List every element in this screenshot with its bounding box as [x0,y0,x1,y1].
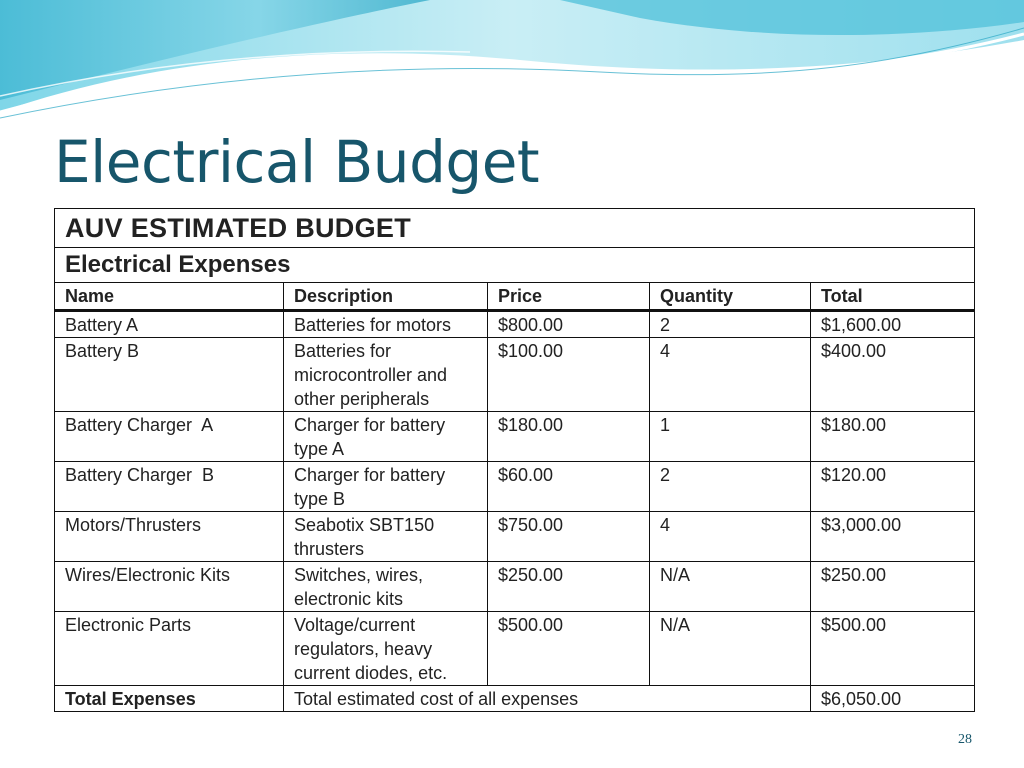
column-header-total: Total [811,283,975,311]
page-number: 28 [958,732,972,747]
item-description: Charger for battery type A [284,412,488,462]
item-total: $1,600.00 [811,311,975,338]
table-row [55,612,975,686]
item-total: $180.00 [811,412,975,462]
item-price: $800.00 [488,311,650,338]
item-description: Voltage/current regulators, heavy current diodes, etc. [284,612,488,686]
item-price: $750.00 [488,512,650,562]
item-name: Battery A [55,311,284,338]
column-header-price: Price [488,283,650,311]
table-row [55,311,975,338]
item-name: Electronic Parts [55,612,284,686]
item-price: $100.00 [488,338,650,412]
item-description: Seabotix SBT150 thrusters [284,512,488,562]
table-row [55,512,975,562]
table-row [55,338,975,412]
item-description: Batteries for microcontroller and other peripherals [284,338,488,412]
total-expenses-label: Total Expenses [55,686,284,712]
budget-subheading: Electrical Expenses [55,248,975,283]
item-quantity: 4 [650,338,811,412]
item-name: Battery B [55,338,284,412]
item-total: $3,000.00 [811,512,975,562]
item-description: Switches, wires, electronic kits [284,562,488,612]
item-price: $60.00 [488,462,650,512]
budget-subheading-row [55,248,975,283]
item-total: $500.00 [811,612,975,686]
item-price: $250.00 [488,562,650,612]
item-name: Motors/Thrusters [55,512,284,562]
budget-table [54,208,975,712]
item-quantity: N/A [650,612,811,686]
slide-title: Electrical Budget [54,128,540,196]
item-description: Batteries for motors [284,311,488,338]
budget-heading-row [55,209,975,248]
budget-heading: AUV ESTIMATED BUDGET [55,209,975,248]
table-row [55,412,975,462]
item-name: Battery Charger B [55,462,284,512]
header-wave-decoration [0,0,1024,130]
total-expenses-description: Total estimated cost of all expenses [284,686,811,712]
item-quantity: 1 [650,412,811,462]
table-row [55,462,975,512]
item-quantity: 2 [650,462,811,512]
item-name: Wires/Electronic Kits [55,562,284,612]
table-row [55,562,975,612]
item-quantity: 4 [650,512,811,562]
column-header-quantity: Quantity [650,283,811,311]
item-price: $500.00 [488,612,650,686]
column-header-name: Name [55,283,284,311]
total-expenses-row [55,686,975,712]
column-header-description: Description [284,283,488,311]
total-expenses-value: $6,050.00 [811,686,975,712]
item-total: $120.00 [811,462,975,512]
item-quantity: N/A [650,562,811,612]
item-description: Charger for battery type B [284,462,488,512]
item-price: $180.00 [488,412,650,462]
item-name: Battery Charger A [55,412,284,462]
column-header-row [55,283,975,311]
item-total: $400.00 [811,338,975,412]
item-total: $250.00 [811,562,975,612]
item-quantity: 2 [650,311,811,338]
